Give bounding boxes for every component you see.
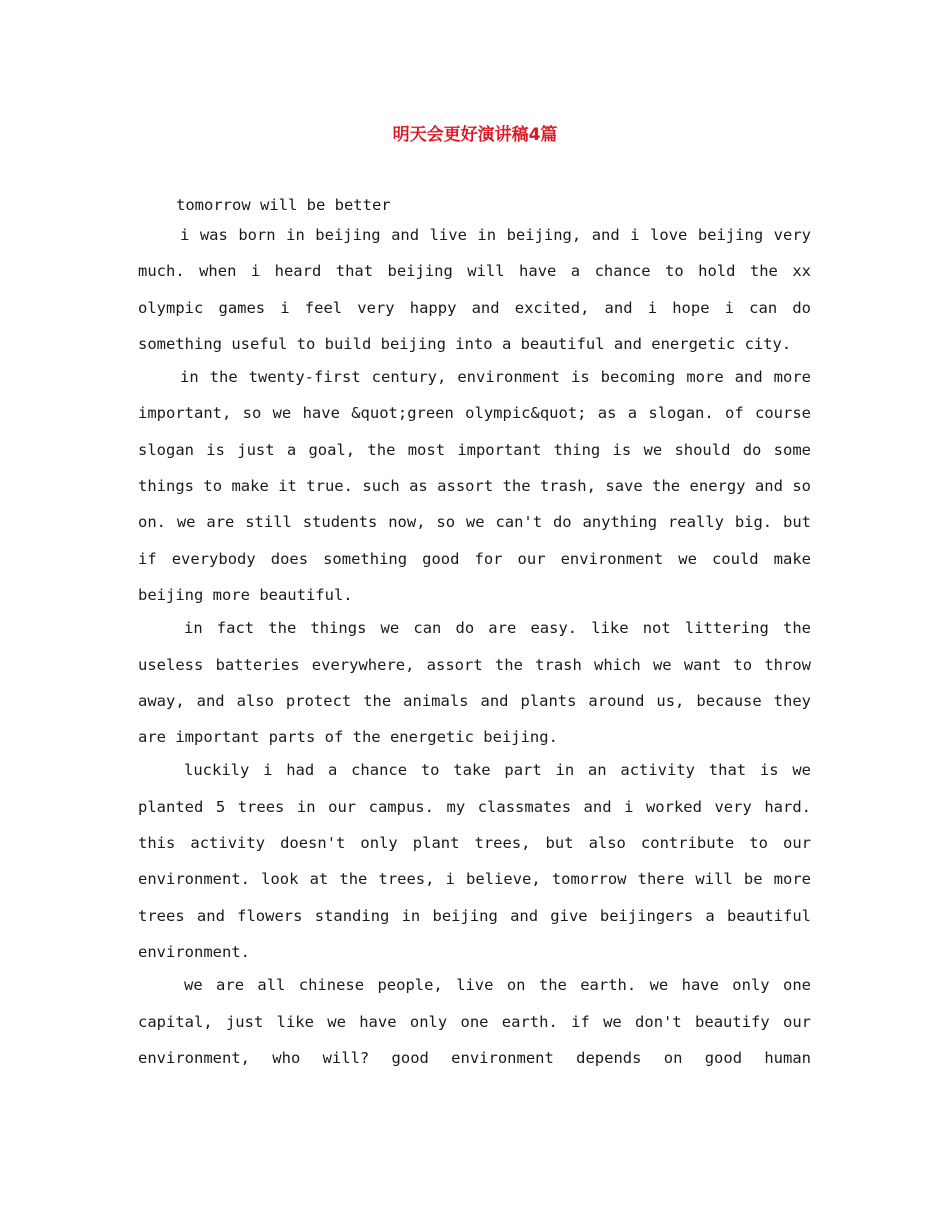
paragraph-4: luckily i had a chance to take part in an activity that is we planted 5 trees in our campus. my classmates and i worked very hard. this activity doesn't only plant trees, but also contribute to our environment. look at the trees, i believe, tomorrow there will be more trees and flowers standing in beijing and give beijingers a beautiful environment.: [138, 761, 811, 961]
document-subtitle: tomorrow will be better: [176, 196, 391, 214]
paragraph-3: in fact the things we can do are easy. like not littering the useless batteries everywhere, assort the trash which we want to throw away, and also protect the animals and plants around us, because they are important parts of the energetic beijing.: [138, 619, 811, 747]
document-title: 明天会更好演讲稿4篇: [392, 125, 558, 145]
paragraph-5: we are all chinese people, live on the earth. we have only one capital, just like we have only one earth. if we don't beautify our environment, who will? good environment depends on good human: [138, 976, 811, 1067]
document-body: [138, 190, 811, 1076]
paragraph-2: in the twenty-first century, environment is becoming more and more important, so we have &quot;green olympic&quot; as a slogan. of course slogan is just a goal, the most important thing is we should do some things to make it true. such as assort the trash, save the energy and so on. we are still students now, so we can't do anything really big. but if everybody does something good for our environment we could make beijing more beautiful.: [138, 368, 811, 604]
paragraph-1: i was born in beijing and live in beijing, and i love beijing very much. when i heard that beijing will have a chance to hold the xx olympic games i feel very happy and excited, and i hope i can do something useful to build beijing into a beautiful and energetic city.: [138, 226, 811, 353]
